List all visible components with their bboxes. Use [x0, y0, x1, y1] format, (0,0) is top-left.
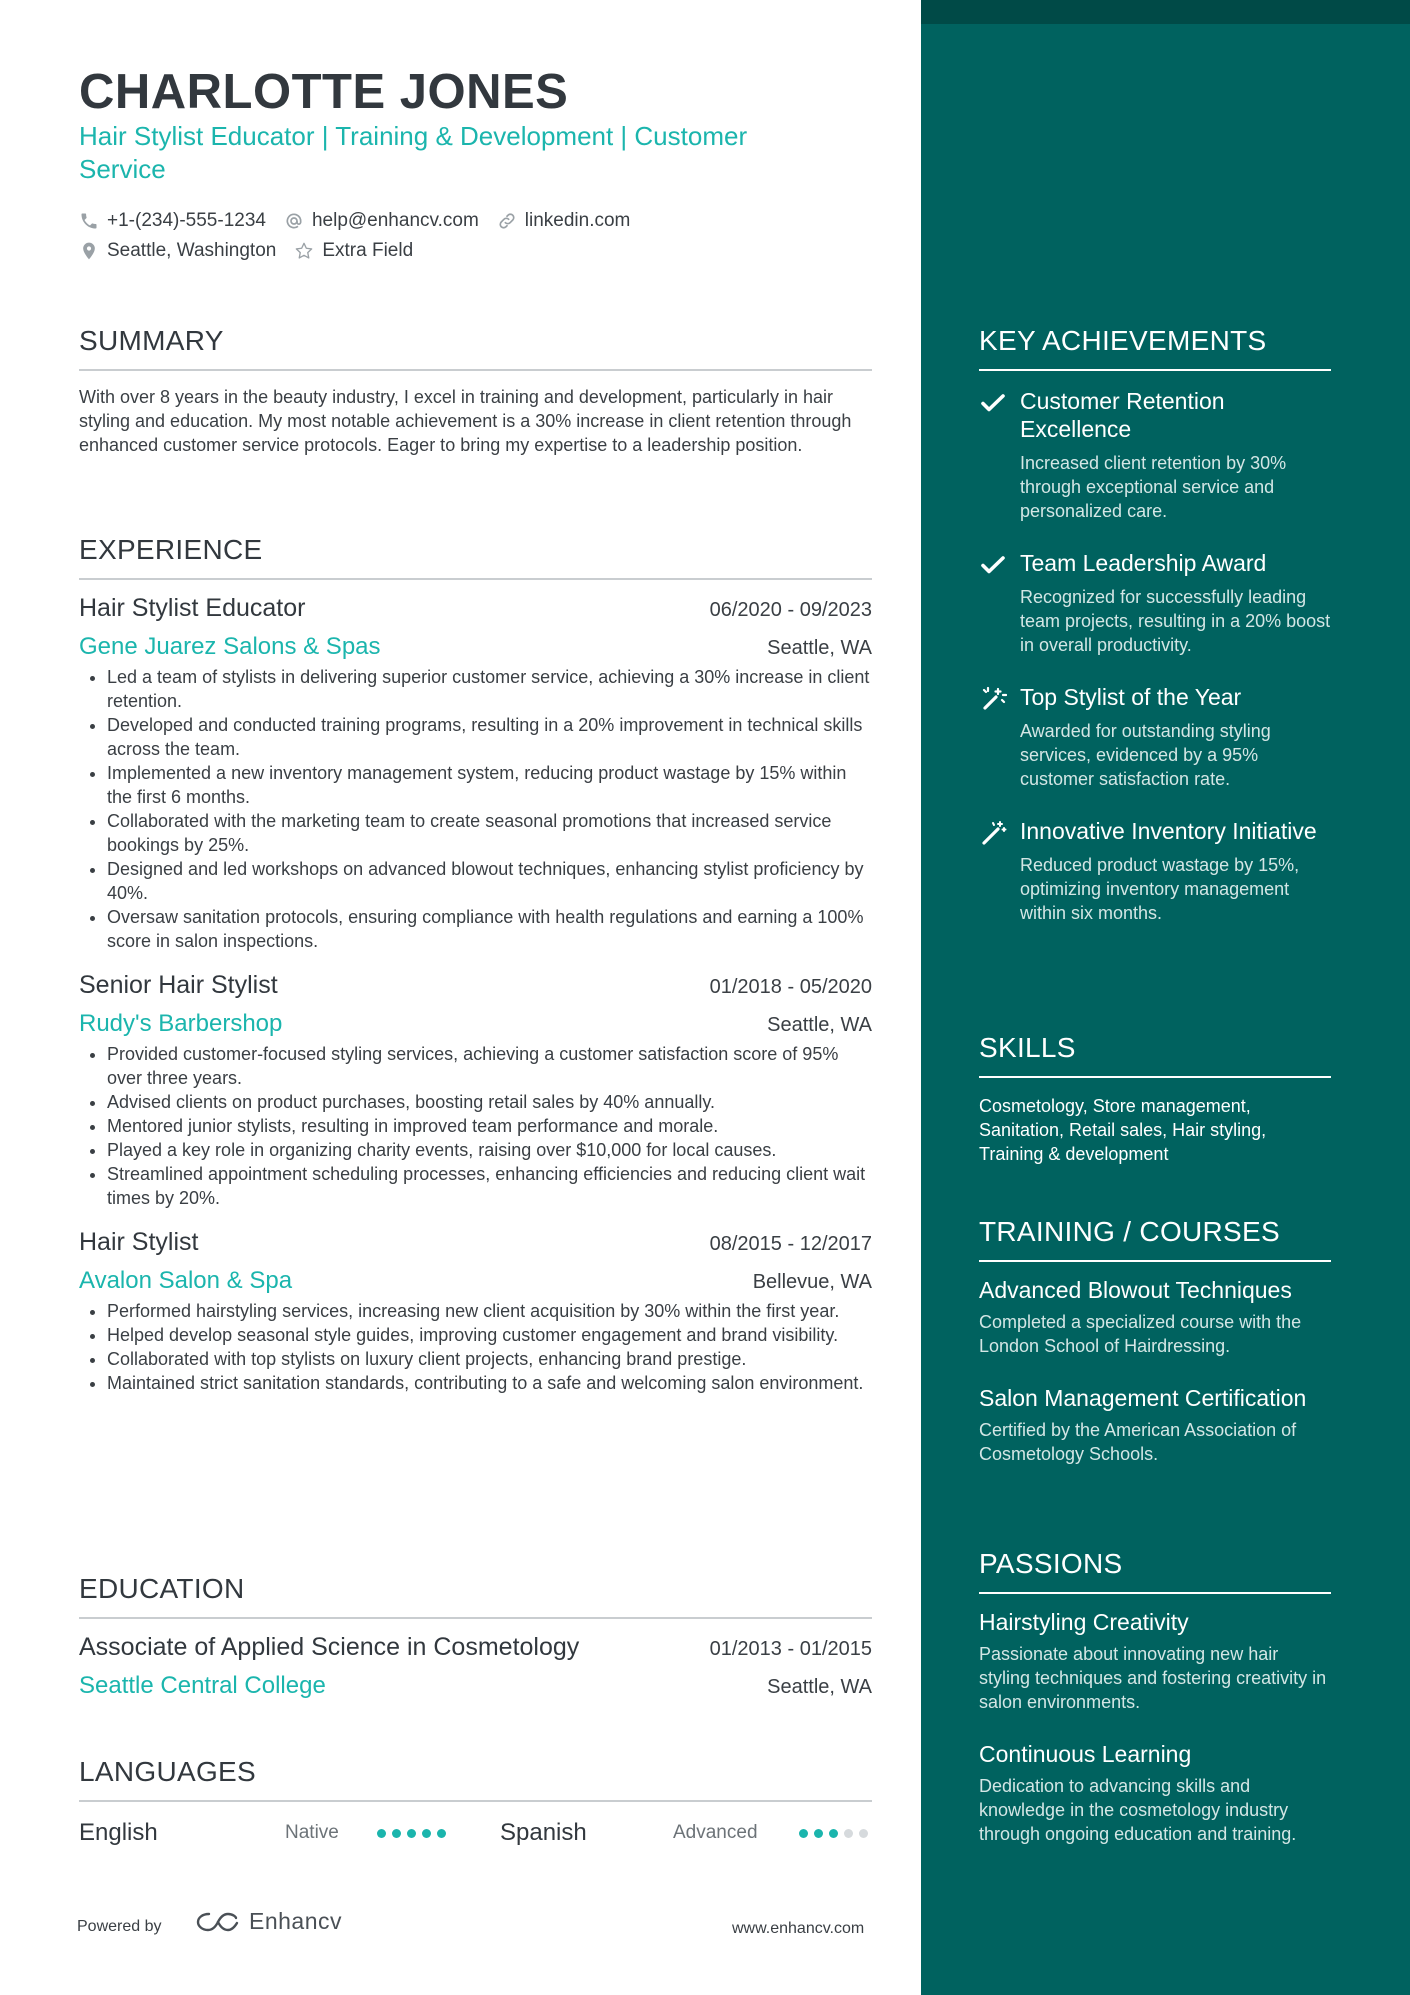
skills-heading: SKILLS [979, 1032, 1331, 1078]
job-bullet: • Collaborated with the marketing team to create seasonal promotions that increased service bookings by 25%. [107, 809, 872, 857]
experience-section [79, 534, 872, 1395]
contact-linkedin[interactable] [497, 210, 631, 232]
language-level: Advanced [673, 1822, 758, 1843]
languages-heading: LANGUAGES [79, 1756, 872, 1802]
job-bullets [79, 1042, 872, 1210]
contact-extra-field [294, 240, 413, 262]
job-location: Bellevue, WA [752, 1271, 872, 1293]
achievement-description: Recognized for successfully leading team projects, resulting in a 20% boost in overall productivity. [1020, 587, 1331, 655]
rating-dot-empty [859, 1829, 868, 1838]
rating-dot-empty [844, 1829, 853, 1838]
languages-row [79, 1818, 872, 1848]
checkmark-icon [979, 389, 1007, 417]
passions-heading: PASSIONS [979, 1548, 1331, 1594]
rating-dot-filled [437, 1829, 446, 1838]
job-bullets [79, 1299, 872, 1395]
achievement-description: Awarded for outstanding styling services, evidenced by a 95% customer satisfaction rate. [1020, 721, 1271, 789]
summary-heading: SUMMARY [79, 325, 872, 371]
education-heading: EDUCATION [79, 1573, 872, 1619]
job-bullet: • Helped develop seasonal style guides, improving customer engagement and brand visibility. [107, 1323, 872, 1347]
job-bullet: • Designed and led workshops on advanced blowout techniques, enhancing stylist proficiency by 40%. [107, 857, 872, 905]
languages-section [79, 1756, 872, 1848]
rating-dot-filled [814, 1829, 823, 1838]
job-bullet: • Advised clients on product purchases, boosting retail sales by 40% annually. [107, 1090, 872, 1114]
candidate-name: CHARLOTTE JONES [79, 65, 569, 119]
job-bullet: • Streamlined appointment scheduling processes, enhancing efficiencies and reducing client wait times by 20%. [107, 1162, 872, 1210]
training-item [979, 1384, 1331, 1466]
achievement-item [979, 683, 1331, 791]
job-dates: 01/2018 - 05/2020 [709, 976, 872, 998]
training-title: Salon Management Certification [979, 1385, 1307, 1411]
summary-section [79, 325, 872, 457]
achievement-item [979, 549, 1331, 657]
contact-email[interactable] [284, 210, 479, 232]
achievement-title: Team Leadership Award [1020, 550, 1267, 576]
skills-text: Cosmetology, Store management, Sanitation, Retail sales, Hair styling, Training & development [979, 1096, 1267, 1164]
rating-dot-filled [377, 1829, 386, 1838]
enhancv-logo-icon [195, 1910, 241, 1934]
star-icon [294, 241, 314, 261]
wand-icon [979, 819, 1007, 847]
job-dates: 08/2015 - 12/2017 [709, 1233, 872, 1255]
sidebar-top-band [921, 0, 1410, 24]
training-heading: TRAINING / COURSES [979, 1216, 1331, 1262]
training-section [979, 1216, 1331, 1466]
job-bullet: • Developed and conducted training programs, resulting in a 20% improvement in technical skills across the team. [107, 713, 872, 761]
degree-title: Associate of Applied Science in Cosmetology [79, 1633, 580, 1661]
education-dates: 01/2013 - 01/2015 [709, 1638, 872, 1660]
job-bullet: • Maintained strict sanitation standards, contributing to a safe and welcoming salon environment. [107, 1371, 872, 1395]
education-entry [79, 1633, 872, 1700]
headline: Hair Stylist Educator | Training & Development | Customer Service [79, 121, 748, 184]
language-level: Native [285, 1822, 339, 1843]
rating-dot-filled [422, 1829, 431, 1838]
footer-url[interactable]: www.enhancv.com [732, 1920, 865, 1937]
contact-location [79, 240, 276, 262]
achievements-heading: KEY ACHIEVEMENTS [979, 325, 1331, 371]
education-section [79, 1573, 872, 1700]
job-bullet: • Provided customer-focused styling services, achieving a customer satisfaction score of 95% over three years. [107, 1042, 872, 1090]
passion-title: Hairstyling Creativity [979, 1609, 1189, 1635]
rating-dot-filled [407, 1829, 416, 1838]
rating-dot-filled [829, 1829, 838, 1838]
powered-by-text: Powered by [77, 1918, 162, 1935]
job-bullet: • Mentored junior stylists, resulting in improved team performance and morale. [107, 1114, 872, 1138]
job-bullet: • Collaborated with top stylists on luxury client projects, enhancing brand prestige. [107, 1347, 872, 1371]
job-title: Hair Stylist Educator [79, 594, 306, 622]
job-bullet: • Performed hairstyling services, increasing new client acquisition by 30% within the first year. [107, 1299, 872, 1323]
language-name: English [79, 1819, 158, 1846]
skills-section [979, 1032, 1331, 1166]
job-location: Seattle, WA [767, 1014, 872, 1036]
enhancv-brand: Enhancv [249, 1908, 343, 1934]
location-text: Seattle, Washington [107, 240, 277, 261]
job-bullet: • Played a key role in organizing charity events, raising over $10,000 for local causes. [107, 1138, 872, 1162]
job-title: Hair Stylist [79, 1228, 199, 1256]
company-name: Rudy's Barbershop [79, 1010, 283, 1037]
phone-number: +1-(234)-555-1234 [107, 210, 266, 231]
company-name: Gene Juarez Salons & Spas [79, 633, 381, 660]
school-name: Seattle Central College [79, 1672, 326, 1699]
language-name: Spanish [500, 1819, 587, 1846]
contact-info [79, 206, 872, 266]
training-description: Certified by the American Association of Cosmetology Schools. [979, 1420, 1297, 1464]
language-rating [799, 1829, 868, 1838]
location-pin-icon [79, 241, 99, 261]
achievement-item [979, 817, 1331, 925]
rating-dot-filled [799, 1829, 808, 1838]
training-item [979, 1276, 1331, 1358]
training-title: Advanced Blowout Techniques [979, 1277, 1292, 1303]
company-name: Avalon Salon & Spa [79, 1267, 293, 1294]
experience-heading: EXPERIENCE [79, 534, 872, 580]
passion-title: Continuous Learning [979, 1741, 1192, 1767]
education-location: Seattle, WA [767, 1676, 872, 1698]
passion-description: Dedication to advancing skills and knowledge in the cosmetology industry through ongoing education and training. [979, 1776, 1297, 1844]
passion-description: Passionate about innovating new hair styling techniques and fostering creativity in salon environments. [979, 1644, 1327, 1712]
linkedin-link: linkedin.com [524, 210, 631, 231]
job-entry [79, 1228, 872, 1395]
job-bullets [79, 665, 872, 953]
language-rating [377, 1829, 500, 1838]
passions-section [979, 1548, 1331, 1846]
rating-dot-filled [392, 1829, 401, 1838]
achievements-section [979, 325, 1331, 925]
summary-text: With over 8 years in the beauty industry, I excel in training and development, particularly in hair styling and education. My most notable achievement is a 30% increase in client retention through enhanced customer service protocols. Eager to bring my expertise to a leadership position. [79, 387, 852, 455]
enhancv-logo[interactable] [195, 1908, 342, 1935]
extra-field-text: Extra Field [322, 240, 414, 261]
phone-icon [79, 211, 99, 231]
achievement-description: Reduced product wastage by 15%, optimizing inventory management within six months. [1020, 855, 1300, 923]
achievement-title: Customer Retention Excellence [1020, 388, 1225, 442]
passion-item [979, 1740, 1331, 1846]
achievement-title: Innovative Inventory Initiative [1020, 818, 1317, 844]
contact-phone[interactable] [79, 210, 266, 232]
achievement-item [979, 387, 1331, 523]
job-dates: 06/2020 - 09/2023 [709, 599, 872, 621]
job-bullet: • Oversaw sanitation protocols, ensuring compliance with health regulations and earning a 100% score in salon inspections. [107, 905, 872, 953]
job-title: Senior Hair Stylist [79, 971, 278, 999]
link-icon [497, 211, 517, 231]
magic-wand-icon [979, 685, 1007, 713]
achievement-title: Top Stylist of the Year [1020, 684, 1242, 710]
job-location: Seattle, WA [767, 637, 872, 659]
achievement-description: Increased client retention by 30% through exceptional service and personalized care. [1020, 453, 1287, 521]
job-entry [79, 971, 872, 1210]
job-bullet: • Led a team of stylists in delivering superior customer service, achieving a 30% increase in client retention. [107, 665, 872, 713]
job-entry [79, 594, 872, 953]
passion-item [979, 1608, 1331, 1714]
job-bullet: • Implemented a new inventory management system, reducing product wastage by 15% within the first 6 months. [107, 761, 872, 809]
training-description: Completed a specialized course with the London School of Hairdressing. [979, 1312, 1302, 1356]
email-address: help@enhancv.com [311, 210, 479, 231]
at-icon [284, 211, 304, 231]
checkmark-icon [979, 551, 1007, 579]
